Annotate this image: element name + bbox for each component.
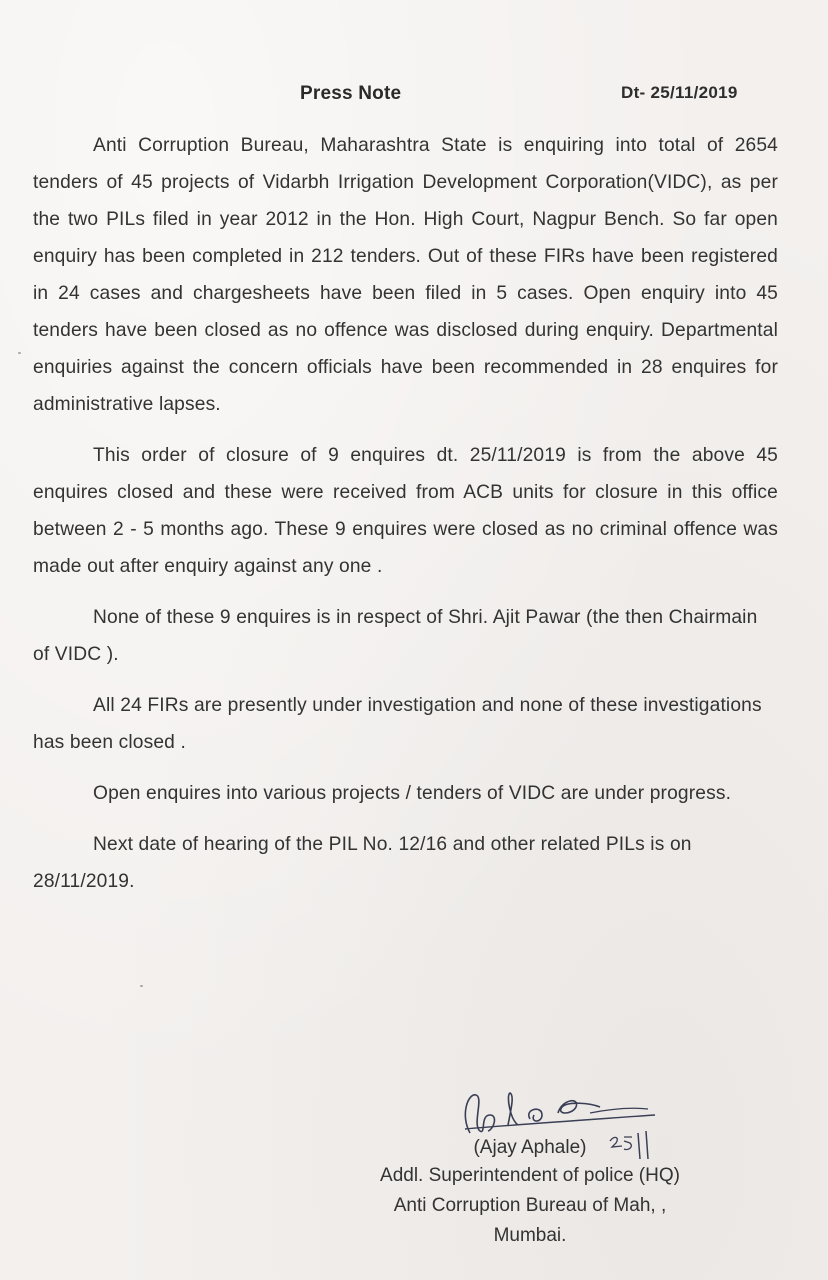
signatory-name-text: (Ajay Aphale): [473, 1137, 587, 1158]
document-date: Dt- 25/11/2019: [621, 83, 738, 102]
paragraph-firs-status: All 24 FIRs are presently under investigation and none of these investigations has been closed .: [33, 695, 762, 753]
document-header: [0, 80, 828, 110]
handwritten-date-icon: [608, 1129, 658, 1163]
signatory-city: Mumbai.: [493, 1225, 567, 1246]
signatory-name: [300, 1135, 760, 1161]
paragraph-next-hearing: Next date of hearing of the PIL No. 12/16 and other related PILs is on 28/11/2019.: [33, 834, 692, 892]
paragraph-open-enquires: Open enquires into various projects / tenders of VIDC are under progress.: [93, 783, 732, 804]
document-body: [33, 127, 778, 914]
paper-speck: [140, 985, 143, 987]
paragraph-closure-order: This order of closure of 9 enquires dt. 25/11/2019 is from the above 45 enquires closed and these were received from ACB units for closure in this office between 2 - 5 months ago. These 9 enquires were closed as no criminal offence was made out after enquiry against any one .: [33, 445, 778, 577]
paragraph-enquiry-summary: Anti Corruption Bureau, Maharashtra State is enquiring into total of 2654 tenders of 45 projects of Vidarbh Irrigation Development Corporation(VIDC), as per the two PILs filed in year 2012 in the Hon. High Court, Nagpur Bench. So far open enquiry has been completed in 212 tenders. Out of these FIRs have been registered in 24 cases and chargesheets have been filed in 5 cases. Open enquiry into 45 tenders have been closed as no offence was disclosed during enquiry. Departmental enquiries against the concern officials have been recommended in 28 enquires for administrative lapses.: [33, 135, 778, 415]
signature-block: [300, 1085, 760, 1251]
signatory-designation: Addl. Superintendent of police (HQ): [380, 1165, 680, 1186]
signatory-office: Anti Corruption Bureau of Mah, ,: [393, 1195, 667, 1216]
document-title: Press Note: [300, 83, 402, 104]
paragraph-ajit-pawar: None of these 9 enquires is in respect of Shri. Ajit Pawar (the then Chairmain of VIDC ).: [33, 607, 758, 665]
paper-speck: [18, 352, 21, 354]
